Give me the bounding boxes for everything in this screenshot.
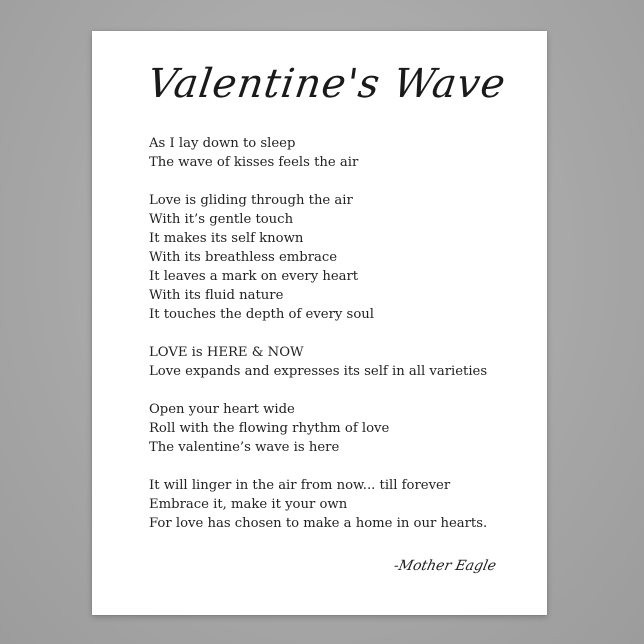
poem-body	[149, 134, 529, 552]
stanza	[149, 400, 529, 457]
poem-line: It leaves a mark on every heart	[149, 269, 359, 284]
poem-line: Open your heart wide	[149, 402, 295, 417]
poem-line: For love has chosen to make a home in our hearts.	[149, 516, 488, 531]
poem-line: With its fluid nature	[149, 288, 284, 303]
stanza	[149, 476, 529, 533]
poem-line: With its breathless embrace	[149, 250, 338, 265]
stanza	[149, 134, 529, 172]
poem-poster	[92, 31, 547, 615]
poem-line: The valentine’s wave is here	[149, 440, 340, 455]
poem-line: It touches the depth of every soul	[149, 307, 374, 322]
poem-line: Roll with the flowing rhythm of love	[149, 421, 390, 436]
poem-title: Valentine's Wave	[144, 61, 509, 107]
author-signature: -Mother Eagle	[392, 558, 498, 574]
poem-line: Love expands and expresses its self in all varieties	[149, 364, 488, 379]
poem-line: Love is gliding through the air	[149, 193, 353, 208]
poem-line: With it’s gentle touch	[149, 212, 294, 227]
poem-line: It makes its self known	[149, 231, 304, 246]
poem-line: The wave of kisses feels the air	[149, 155, 359, 170]
poem-line: As I lay down to sleep	[149, 136, 296, 151]
stanza	[149, 343, 529, 381]
poem-line: Embrace it, make it your own	[149, 497, 348, 512]
poem-line: LOVE is HERE & NOW	[149, 345, 304, 360]
poem-line: It will linger in the air from now... till forever	[149, 478, 451, 493]
stanza	[149, 191, 529, 324]
